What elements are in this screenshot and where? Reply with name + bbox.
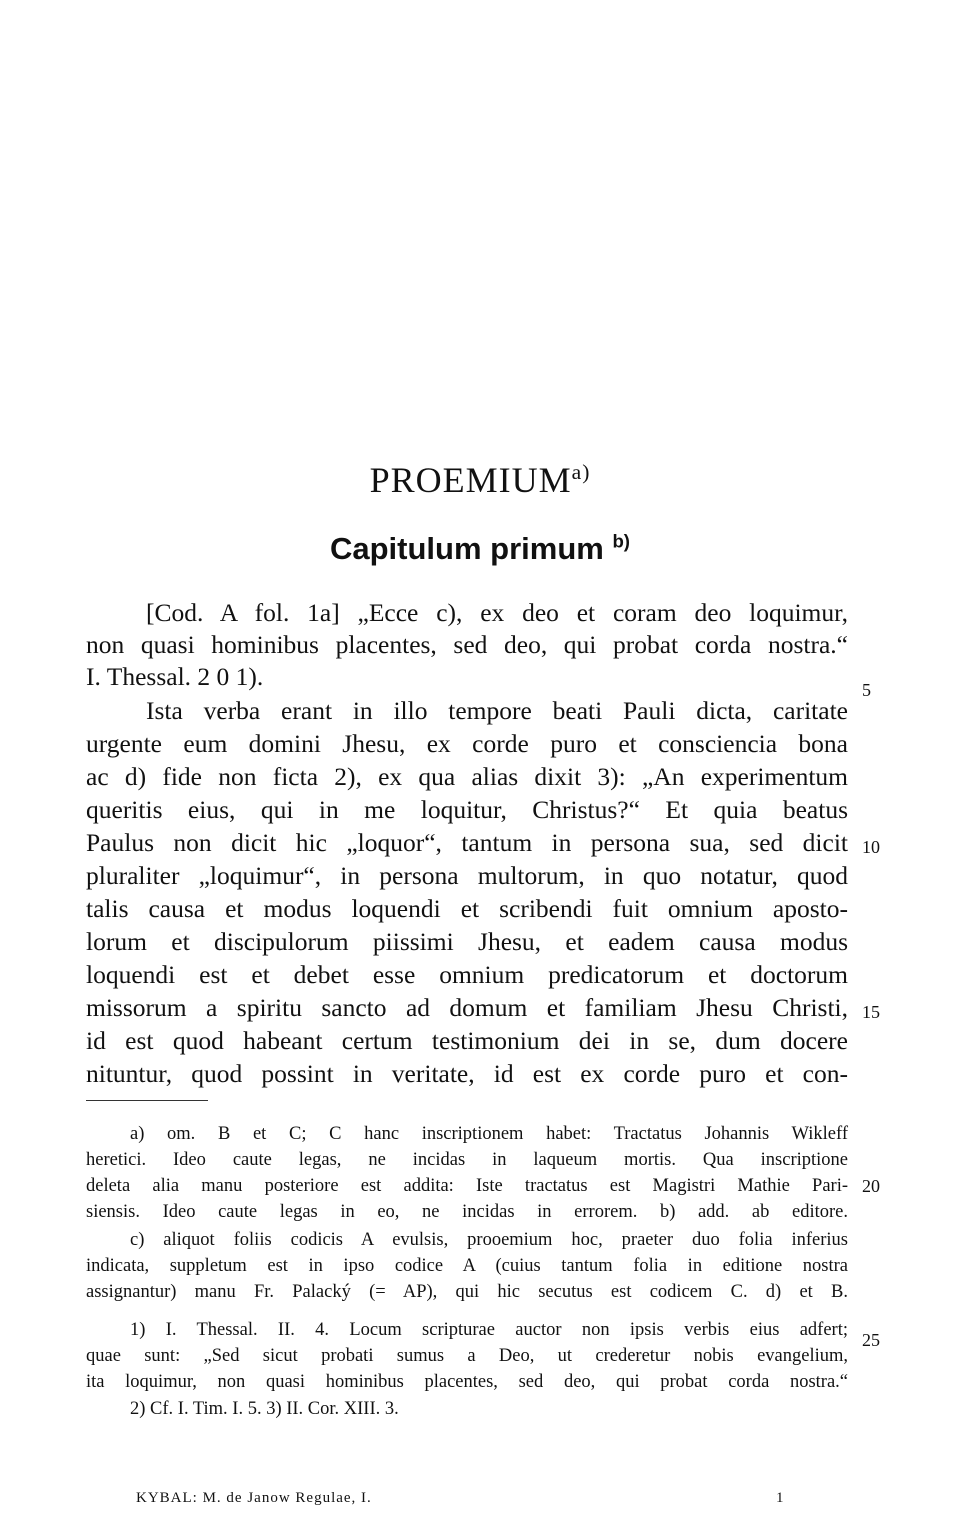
line-number: 15	[862, 1002, 880, 1022]
body-line: id est quod habeant certum testimonium dei in se, dum docere	[86, 1026, 848, 1055]
footnote-rule	[86, 1100, 208, 1101]
footnote-line: ita loquimur, non quasi hominibus placentes, sed deo, qui probat corda nostra.“	[86, 1372, 848, 1392]
line-number: 20	[862, 1176, 880, 1196]
body-line: pluraliter „loquimur“, in persona multorum, in quo notatur, quod	[86, 861, 848, 890]
body-line: loquendi est et debet esse omnium predicatorum et doctorum	[86, 960, 848, 989]
body-line: nituntur, quod possint in veritate, id est ex corde puro et con-	[86, 1059, 848, 1088]
page-title-text: PROEMIUM	[369, 460, 572, 500]
body-line: Ista verba erant in illo tempore beati Pauli dicta, caritate	[146, 696, 848, 725]
footnote-line: heretici. Ideo caute legas, ne incidas in laqueum mortis. Qua inscriptione	[86, 1150, 848, 1170]
line-number: 25	[862, 1330, 880, 1350]
footnote-line: a) om. B et C; C hanc inscriptionem habet: Tractatus Johannis Wikleff	[130, 1124, 848, 1144]
footnote-line: siensis. Ideo caute legas in eo, ne incidas in errorem. b) add. ab editore.	[86, 1202, 848, 1222]
footnote-line: assignantur) manu Fr. Palacký (= AP), qui hic secutus est codicem C. d) et B.	[86, 1282, 848, 1302]
body-line: missorum a spiritu sancto ad domum et familiam Jhesu Christi,	[86, 993, 848, 1022]
page-title-note: a)	[571, 460, 591, 484]
page-title	[0, 462, 960, 498]
line-number: 10	[862, 837, 880, 857]
body-line: queritis eius, qui in me loquitur, Christus?“ Et quia beatus	[86, 795, 848, 824]
body-line: urgente eum domini Jhesu, ex corde puro et consciencia bona	[86, 729, 848, 758]
body-line: talis causa et modus loquendi et scribendi fuit omnium aposto-	[86, 894, 848, 923]
footnote-line: deleta alia manu posteriore est addita: Iste tractatus est Magistri Mathie Pari-	[86, 1176, 848, 1196]
body-line: lorum et discipulorum piissimi Jhesu, et eadem causa modus	[86, 927, 848, 956]
body-line: Paulus non dicit hic „loquor“, tantum in persona sua, sed dicit	[86, 828, 848, 857]
body-line: [Cod. A fol. 1a] „Ecce c), ex deo et coram deo loquimur,	[146, 598, 848, 627]
footnote-line: 2) Cf. I. Tim. I. 5. 3) II. Cor. XIII. 3.	[130, 1399, 399, 1419]
footnote-line: indicata, suppletum est in ipso codice A (cuius tantum folia in editione nostra	[86, 1256, 848, 1276]
chapter-title	[0, 530, 960, 566]
footnote-line: 1) I. Thessal. II. 4. Locum scripturae auctor non ipsis verbis eius adfert;	[130, 1320, 848, 1340]
running-footer: KYBAL: M. de Janow Regulae, I.	[136, 1490, 372, 1506]
body-line: ac d) fide non ficta 2), ex qua alias dixit 3): „An experimentum	[86, 762, 848, 791]
footnote-line: quae sunt: „Sed sicut probati sumus a Deo, ut crederetur nobis evangelium,	[86, 1346, 848, 1366]
body-line: non quasi hominibus placentes, sed deo, qui probat corda nostra.“	[86, 630, 848, 659]
line-number: 5	[862, 680, 871, 700]
footnote-line: c) aliquot foliis codicis A evulsis, prooemium hoc, praeter duo folia inferius	[130, 1230, 848, 1250]
chapter-title-note: b)	[612, 530, 631, 552]
signature-mark: 1	[776, 1490, 784, 1506]
chapter-title-text: Capitulum primum	[329, 531, 604, 566]
body-line: I. Thessal. 2 0 1).	[86, 662, 264, 691]
